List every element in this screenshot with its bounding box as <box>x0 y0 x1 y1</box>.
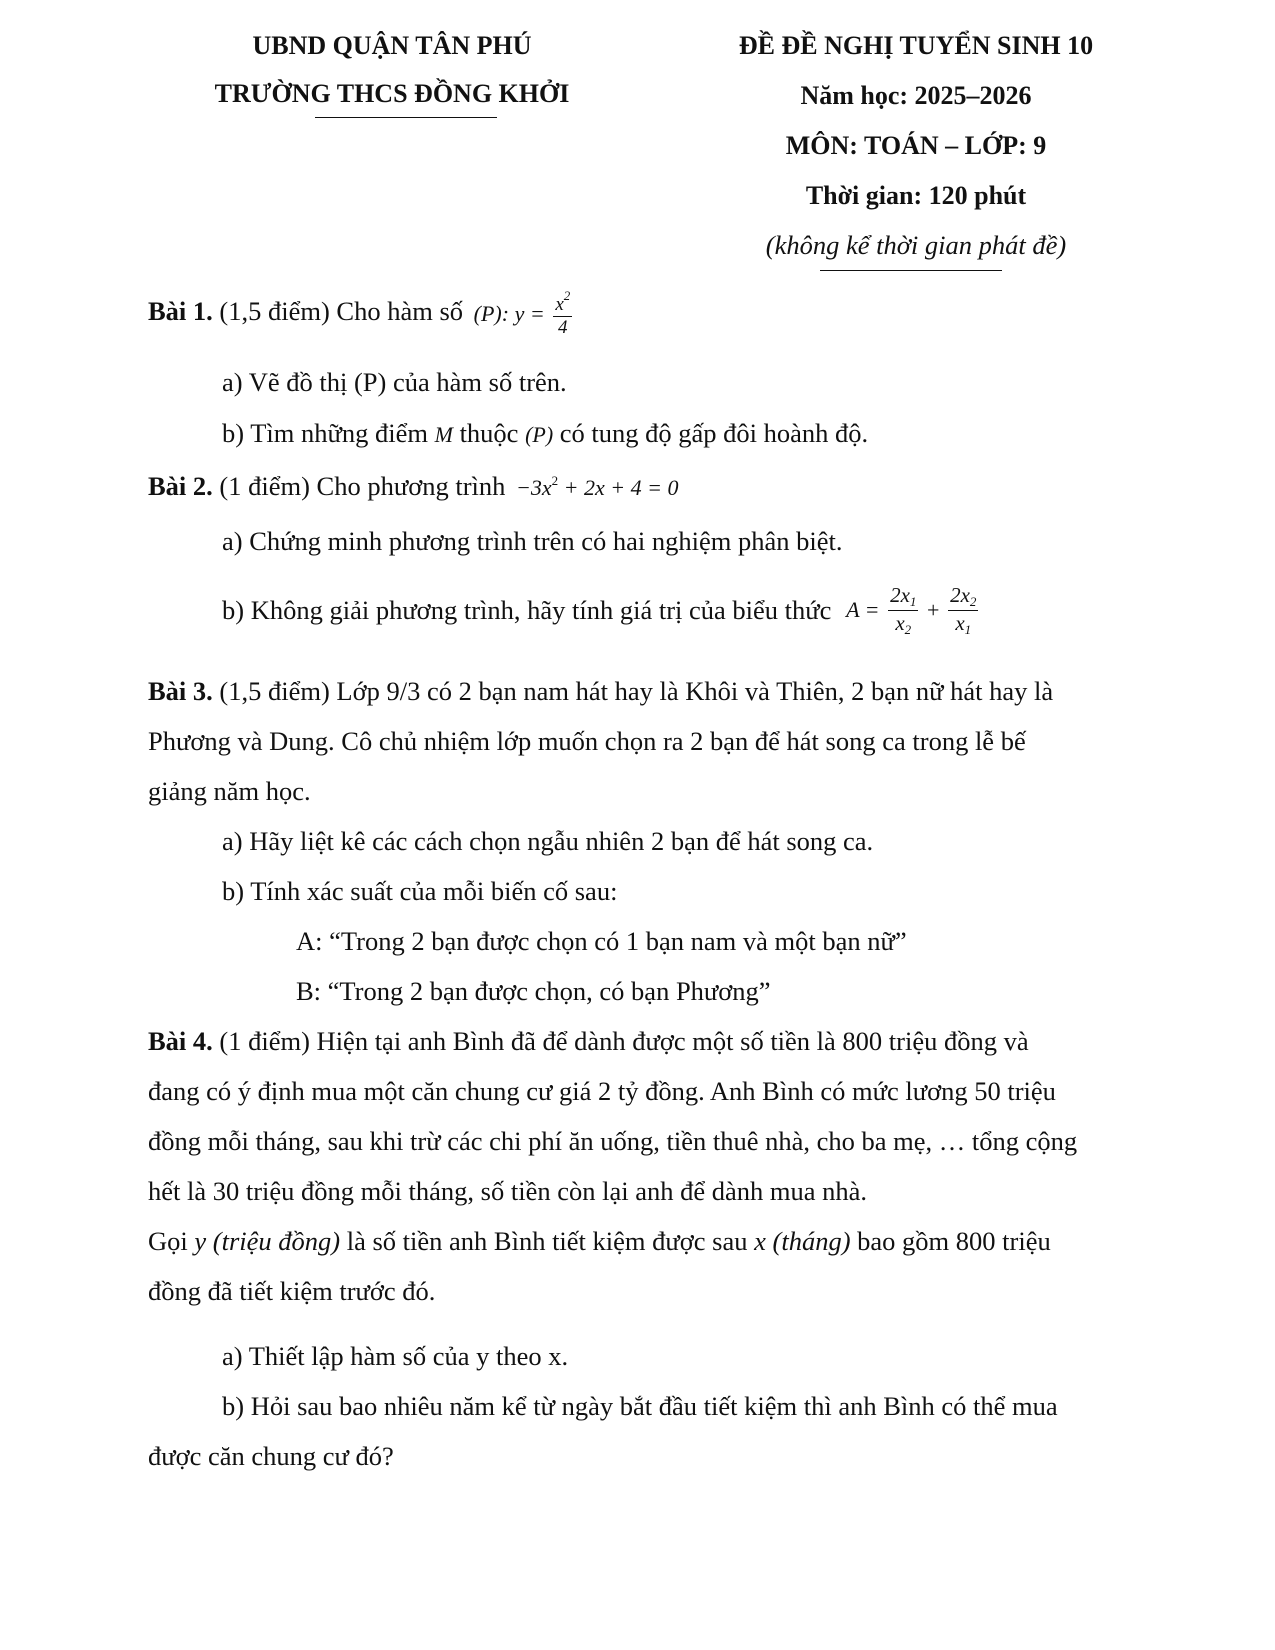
problem-4-line-4: hết là 30 triệu đồng mỗi tháng, số tiền còn lại anh để dành mua nhà. <box>148 1176 868 1206</box>
problem-label: Bài 1. <box>148 295 213 326</box>
formula-fraction <box>553 289 572 339</box>
fraction-denominator: x <box>895 610 905 635</box>
fraction-numerator: 2x <box>950 583 970 607</box>
variable-x: x (tháng) <box>754 1226 851 1256</box>
subscript: 2 <box>969 594 977 609</box>
problem-label: Bài 3. <box>148 676 213 706</box>
plus-sign: + <box>927 597 940 623</box>
problem-4-line-5 <box>148 1228 1051 1255</box>
problem-label: Bài 2. <box>148 471 213 501</box>
problem-4-part-a: a) Thiết lập hàm số của y theo x. <box>222 1341 569 1371</box>
problem-4-part-b-line-1: b) Hỏi sau bao nhiêu năm kể từ ngày bắt đầu tiết kiệm thì anh Bình có thể mua <box>222 1391 1058 1421</box>
expression-lhs: A = <box>846 597 880 623</box>
part-b-text: thuộc <box>459 418 519 448</box>
problem-1 <box>148 289 574 339</box>
fraction-denominator: x <box>955 610 965 635</box>
problem-3-line-1 <box>148 678 1053 705</box>
exam-duration: Thời gian: 120 phút <box>805 181 1027 210</box>
formula-denominator: 4 <box>558 316 568 338</box>
problem-4-line-3: đồng mỗi tháng, sau khi trừ các chi phí ăn uống, tiền thuê nhà, cho ba mẹ, … tổng cộng <box>148 1126 1078 1156</box>
school-year: Năm học: 2025–2026 <box>800 81 1032 110</box>
formula-exponent: 2 <box>563 288 571 303</box>
subscript: 1 <box>909 594 917 609</box>
formula-numerator: x <box>555 294 564 315</box>
variable-p: (P) <box>525 422 554 447</box>
problem-2 <box>148 473 678 500</box>
problem-4-part-b-line-2: được căn chung cư đó? <box>148 1441 394 1471</box>
problem-3-line-2: Phương và Dung. Cô chủ nhiệm lớp muốn chọn ra 2 bạn để hát song ca trong lễ bế <box>148 726 1026 756</box>
problem-4-line-6: đồng đã tiết kiệm trước đó. <box>148 1276 436 1306</box>
formula-prefix: (P): y = <box>473 300 545 326</box>
problem-4-line-1 <box>148 1028 1029 1055</box>
problem-1-part-b <box>222 420 868 447</box>
problem-text: (1,5 điểm) Cho hàm số <box>219 295 464 326</box>
problem-3-part-b: b) Tính xác suất của mỗi biến cố sau: <box>222 876 618 906</box>
subject-grade: MÔN: TOÁN – LỚP: 9 <box>785 131 1047 160</box>
district-name: UBND QUẬN TÂN PHÚ <box>252 31 532 60</box>
school-name: TRƯỜNG THCS ĐỒNG KHỞI <box>214 79 570 108</box>
expression-fraction-2 <box>948 583 978 638</box>
problem-text: (1 điểm) Hiện tại anh Bình đã để dành được một số tiền là 800 triệu đồng và <box>219 1026 1029 1056</box>
text: là số tiền anh Bình tiết kiệm được sau <box>340 1226 755 1256</box>
problem-2-part-b <box>222 583 980 638</box>
part-b-text: có tung độ gấp đôi hoành độ. <box>559 418 869 448</box>
text: Gọi <box>148 1226 195 1256</box>
part-b-text: b) Tìm những điểm <box>222 418 428 448</box>
subscript: 2 <box>904 621 912 637</box>
header-underline <box>820 270 1002 271</box>
text: bao gồm 800 triệu <box>850 1226 1051 1256</box>
equation-exponent: 2 <box>551 473 559 488</box>
equation <box>516 475 678 500</box>
problem-1-part-a: a) Vẽ đồ thị (P) của hàm số trên. <box>222 367 567 397</box>
problem-text: (1,5 điểm) Lớp 9/3 có 2 bạn nam hát hay là Khôi và Thiên, 2 bạn nữ hát hay là <box>219 676 1054 706</box>
variable-y: y (triệu đồng) <box>194 1226 341 1256</box>
event-b: B: “Trong 2 bạn được chọn, có bạn Phương” <box>296 976 771 1006</box>
equation-term: −3x <box>516 475 552 500</box>
duration-note: (không kể thời gian phát đề) <box>765 230 1067 260</box>
school-underline <box>315 117 497 118</box>
event-a: A: “Trong 2 bạn được chọn có 1 bạn nam và một bạn nữ” <box>296 926 907 956</box>
problem-text: (1 điểm) Cho phương trình <box>219 471 506 501</box>
part-b-text: b) Không giải phương trình, hãy tính giá trị của biểu thức <box>222 595 832 626</box>
problem-3-line-3: giảng năm học. <box>148 776 311 806</box>
expression-fraction-1 <box>888 583 918 638</box>
problem-4-line-2: đang có ý định mua một căn chung cư giá 2 tỷ đồng. Anh Bình có mức lương 50 triệu <box>148 1076 1056 1106</box>
subscript: 1 <box>964 621 972 637</box>
problem-2-part-a: a) Chứng minh phương trình trên có hai nghiệm phân biệt. <box>222 526 843 556</box>
equation-term: + 2x + 4 = 0 <box>558 475 679 500</box>
fraction-numerator: 2x <box>890 583 910 607</box>
exam-title: ĐỀ ĐỀ NGHỊ TUYỂN SINH 10 <box>738 31 1094 60</box>
problem-label: Bài 4. <box>148 1026 213 1056</box>
problem-3-part-a: a) Hãy liệt kê các cách chọn ngẫu nhiên 2 bạn để hát song ca. <box>222 826 874 856</box>
variable-m: M <box>434 422 453 447</box>
